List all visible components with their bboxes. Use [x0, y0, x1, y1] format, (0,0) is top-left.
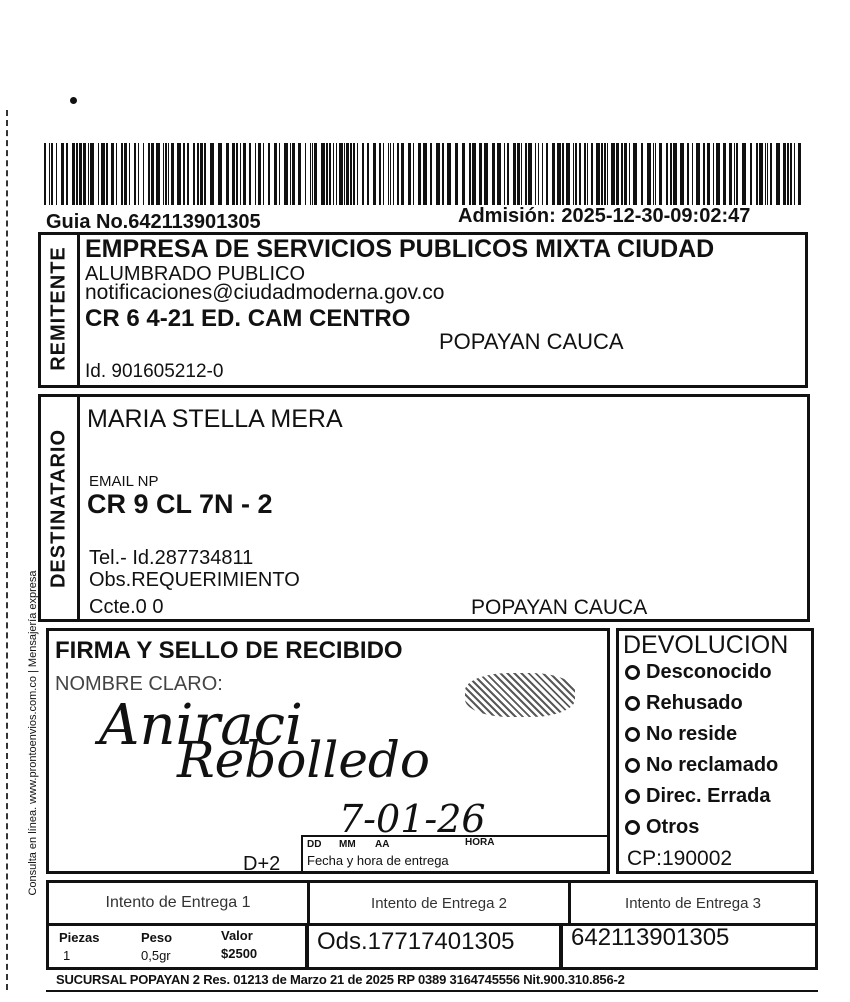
barcode-bar [336, 143, 337, 205]
barcode-bar [575, 143, 577, 205]
barcode-bar [756, 143, 758, 205]
barcode-bar [507, 143, 509, 205]
barcode-bar [742, 143, 746, 205]
barcode-bar [177, 143, 181, 205]
barcode-bar [90, 143, 94, 205]
barcode-bar [101, 143, 105, 205]
barcode-bar [49, 143, 50, 205]
barcode-bar [442, 143, 444, 205]
radio-icon [625, 727, 640, 742]
barcode-bar [528, 143, 532, 205]
barcode-bar [538, 143, 539, 205]
side-website-text: Consulta en línea. www.prontoenvios.com.co | Mensajería expresa [27, 570, 39, 896]
peso-label: Peso [141, 930, 173, 945]
barcode-bar [729, 143, 732, 205]
barcode-bar [268, 143, 270, 205]
barcode-bar [129, 143, 130, 205]
barcode-bar [292, 143, 295, 205]
destinatario-obs: Obs.REQUERIMIENTO [89, 569, 300, 591]
barcode-bar [535, 143, 536, 205]
radio-icon [625, 789, 640, 804]
stamp-smudge [465, 673, 575, 717]
devolucion-option-otros[interactable]: Otros [625, 816, 778, 847]
barcode-bar [88, 143, 89, 205]
firma-title: FIRMA Y SELLO DE RECIBIDO [55, 637, 403, 664]
barcode-bar [255, 143, 256, 205]
valor-value: $2500 [221, 946, 258, 961]
barcode-bar [383, 143, 384, 205]
barcode-bar [312, 143, 313, 205]
page-edge-line [6, 110, 8, 990]
barcode-bar [794, 143, 795, 205]
remitente-line2: ALUMBRADO PUBLICO [85, 263, 306, 285]
barcode-bar [193, 143, 195, 205]
intentos-row [46, 880, 818, 926]
devolucion-option-desconocido[interactable]: Desconocido [625, 661, 778, 692]
barcode-bar [66, 143, 68, 205]
barcode-bar [79, 143, 82, 205]
barcode-bar [655, 143, 656, 205]
barcode-bar [798, 143, 801, 205]
barcode-bar [121, 143, 123, 205]
barcode-bar [333, 143, 334, 205]
barcode-bar [423, 143, 427, 205]
barcode-bar [56, 143, 57, 205]
barcode-bar [659, 143, 662, 205]
barcode-bar [455, 143, 458, 205]
barcode-bar [696, 143, 700, 205]
piezas-label: Piezas [59, 930, 100, 945]
barcode-bar [204, 143, 206, 205]
barcode-bar [666, 143, 668, 205]
barcode-bar [124, 143, 127, 205]
destinatario-tel: Tel.- Id.287734811 [89, 547, 254, 569]
barcode-bar [447, 143, 451, 205]
intento-entrega-2: Intento de Entrega 2 [310, 883, 571, 923]
footer-underline [46, 990, 818, 992]
guia-number-cell [560, 924, 818, 970]
barcode-bar [787, 143, 789, 205]
ods-number: Ods.17717401305 [317, 928, 515, 955]
barcode-bar [790, 143, 792, 205]
handwritten-name-line1: Aniraci [99, 693, 303, 758]
firma-section [46, 628, 610, 874]
footer-text: SUCURSAL POPAYAN 2 Res. 01213 de Marzo 21 de 2025 RP 0389 3164745556 Nit.900.310.856-2 [56, 972, 625, 987]
barcode-bar [716, 143, 720, 205]
barcode-bar [367, 143, 369, 205]
barcode-bar [171, 143, 174, 205]
barcode-bar [305, 143, 306, 205]
barcode-bar [83, 143, 86, 205]
devolucion-option-direc-errada[interactable]: Direc. Errada [625, 785, 778, 816]
barcode-bar [601, 143, 603, 205]
barcode-bar [546, 143, 548, 205]
radio-icon [625, 696, 640, 711]
remitente-city: POPAYAN CAUCA [439, 329, 624, 354]
barcode-bar [232, 143, 235, 205]
intento-entrega-3: Intento de Entrega 3 [625, 894, 761, 912]
barcode-bar [138, 143, 139, 205]
barcode-bar [76, 143, 78, 205]
nombre-claro-label: NOMBRE CLARO: [55, 673, 223, 695]
barcode-bar [525, 143, 527, 205]
postal-code: CP:190002 [627, 847, 733, 870]
barcode-bar [401, 143, 404, 205]
barcode-bar [692, 143, 693, 205]
barcode-bar [408, 143, 411, 205]
barcode-bar [504, 143, 505, 205]
destinatario-email: EMAIL NP [89, 473, 159, 490]
barcode-bar [579, 143, 581, 205]
devolucion-option-no-reclamado[interactable]: No reclamado [625, 754, 778, 785]
barcode-bar [557, 143, 561, 205]
remitente-address: CR 6 4-21 ED. CAM CENTRO [85, 305, 411, 332]
barcode-bar [134, 143, 136, 205]
barcode-bar [240, 143, 241, 205]
destinatario-name: MARIA STELLA MERA [87, 405, 343, 433]
devolucion-title: DEVOLUCION [623, 631, 789, 659]
barcode-bar [298, 143, 301, 205]
ods-cell [306, 924, 562, 970]
remitente-label-cell [41, 235, 80, 385]
barcode-bar [51, 143, 53, 205]
barcode-bar [770, 143, 772, 205]
barcode-bar [759, 143, 763, 205]
barcode-bar [647, 143, 651, 205]
barcode-bar [236, 143, 238, 205]
remitente-id: Id. 901605212-0 [85, 361, 224, 382]
barcode-bar [339, 143, 343, 205]
barcode-bar [472, 143, 476, 205]
barcode-bar [604, 143, 606, 205]
barcode-bar [156, 143, 160, 205]
radio-icon [625, 820, 640, 835]
barcode-bar [183, 143, 185, 205]
guia-number-label: Guia No.642113901305 [46, 211, 261, 233]
barcode-bar [329, 143, 331, 205]
barcode-bar [783, 143, 786, 205]
barcode-bar [670, 143, 672, 205]
barcode-bar [552, 143, 555, 205]
barcode-bar [521, 143, 522, 205]
barcode-bar [566, 143, 570, 205]
destinatario-label-cell [41, 397, 80, 619]
aa-label: AA [375, 839, 390, 850]
barcode-bar [633, 143, 637, 205]
barcode-bar [284, 143, 288, 205]
barcode-bar [723, 143, 726, 205]
barcode-bar [734, 143, 735, 205]
barcode-bar [479, 143, 482, 205]
piezas-value: 1 [63, 948, 71, 963]
barcode-bar [413, 143, 414, 205]
barcode-bar [469, 143, 471, 205]
d-plus-label: D+2 [243, 853, 281, 875]
barcode-bar [362, 143, 364, 205]
remitente-email: notificaciones@ciudadmoderna.gov.co [85, 281, 445, 304]
hora-label: HORA [465, 837, 495, 848]
barcode-bar [218, 143, 222, 205]
barcode-bar [148, 143, 150, 205]
barcode-bar [680, 143, 684, 205]
fecha-entrega-cell [301, 835, 609, 873]
remitente-section [38, 232, 808, 388]
barcode-bar [776, 143, 780, 205]
destinatario-section [38, 394, 810, 622]
barcode-bar [673, 143, 677, 205]
piezas-section [46, 924, 308, 970]
guia-number-bottom: 642113901305 [571, 924, 730, 951]
barcode-bar [197, 143, 199, 205]
barcode-bar [200, 143, 203, 205]
barcode-bar [750, 143, 752, 205]
handwritten-date: 7-01-26 [339, 797, 486, 841]
barcode-bar [492, 143, 495, 205]
barcode-bar [497, 143, 501, 205]
barcode-bar [353, 143, 355, 205]
barcode-bar [517, 143, 520, 205]
barcode-bar [258, 143, 261, 205]
barcode-bar [462, 143, 465, 205]
barcode-bar [163, 143, 164, 205]
barcode-bar [344, 143, 345, 205]
barcode-bar [243, 143, 246, 205]
destinatario-city: POPAYAN CAUCA [471, 596, 648, 619]
destinatario-label: DESTINATARIO [47, 428, 70, 589]
barcode-bar [641, 143, 643, 205]
barcode-bar [210, 143, 214, 205]
barcode-bar [388, 143, 389, 205]
barcode-bar [765, 143, 766, 205]
barcode-bar [98, 143, 99, 205]
barcode-bar [436, 143, 440, 205]
barcode-bar [767, 143, 768, 205]
barcode-bar [111, 143, 114, 205]
scan-speck [70, 97, 77, 104]
barcode-bar [629, 143, 630, 205]
devolucion-option-rehusado[interactable]: Rehusado [625, 692, 778, 723]
barcode-bar [274, 143, 277, 205]
admision-timestamp: Admisión: 2025-12-30-09:02:47 [458, 205, 751, 227]
barcode-bar [346, 143, 349, 205]
handwritten-name-line2: Rebolledo [177, 731, 431, 789]
barcode-bar [168, 143, 169, 205]
peso-value: 0,5gr [141, 948, 171, 963]
intento-entrega-1: Intento de Entrega 1 [49, 883, 310, 923]
barcode-bar [279, 143, 280, 205]
barcode [44, 143, 806, 205]
barcode-bar [687, 143, 689, 205]
barcode-bar [373, 143, 376, 205]
barcode-bar [72, 143, 75, 205]
barcode-bar [596, 143, 600, 205]
barcode-bar [587, 143, 588, 205]
barcode-bar [562, 143, 564, 205]
barcode-bar [653, 143, 654, 205]
barcode-bar [621, 143, 623, 205]
barcode-bar [573, 143, 574, 205]
barcode-bar [290, 143, 291, 205]
barcode-bar [616, 143, 619, 205]
barcode-bar [713, 143, 714, 205]
barcode-bar [390, 143, 391, 205]
barcode-bar [226, 143, 229, 205]
barcode-bar [143, 143, 144, 205]
barcode-bar [116, 143, 117, 205]
devolucion-section [616, 628, 814, 874]
barcode-bar [607, 143, 608, 205]
barcode-bar [379, 143, 381, 205]
barcode-bar [624, 143, 627, 205]
barcode-bar [513, 143, 516, 205]
remitente-label: REMITENTE [47, 246, 70, 371]
barcode-bar [310, 143, 311, 205]
barcode-bar [249, 143, 251, 205]
remitente-name: EMPRESA DE SERVICIOS PUBLICOS MIXTA CIUDAD [85, 235, 715, 263]
barcode-bar [106, 143, 108, 205]
barcode-bar [165, 143, 167, 205]
barcode-bar [187, 143, 189, 205]
radio-icon [625, 665, 640, 680]
barcode-bar [61, 143, 64, 205]
devolucion-option-no-reside[interactable]: No reside [625, 723, 778, 754]
valor-label: Valor [221, 928, 253, 943]
barcode-bar [542, 143, 543, 205]
barcode-bar [44, 143, 46, 205]
barcode-bar [151, 143, 154, 205]
barcode-bar [430, 143, 432, 205]
barcode-bar [591, 143, 593, 205]
barcode-bar [736, 143, 738, 205]
barcode-bar [584, 143, 586, 205]
barcode-bar [321, 143, 325, 205]
fecha-entrega-label: Fecha y hora de entrega [307, 853, 449, 868]
barcode-bar [326, 143, 328, 205]
barcode-bar [350, 143, 352, 205]
mm-label: MM [339, 839, 356, 850]
barcode-bar [263, 143, 264, 205]
destinatario-ccte: Ccte.0 0 [89, 596, 164, 618]
barcode-bar [611, 143, 615, 205]
barcode-bar [397, 143, 399, 205]
barcode-bar [418, 143, 421, 205]
barcode-bar [314, 143, 317, 205]
devolucion-options [625, 661, 778, 847]
barcode-bar [707, 143, 710, 205]
barcode-bar [484, 143, 488, 205]
dd-label: DD [307, 839, 322, 850]
barcode-bar [393, 143, 394, 205]
barcode-bar [357, 143, 358, 205]
radio-icon [625, 758, 640, 773]
barcode-bar [703, 143, 705, 205]
destinatario-address: CR 9 CL 7N - 2 [87, 489, 273, 519]
